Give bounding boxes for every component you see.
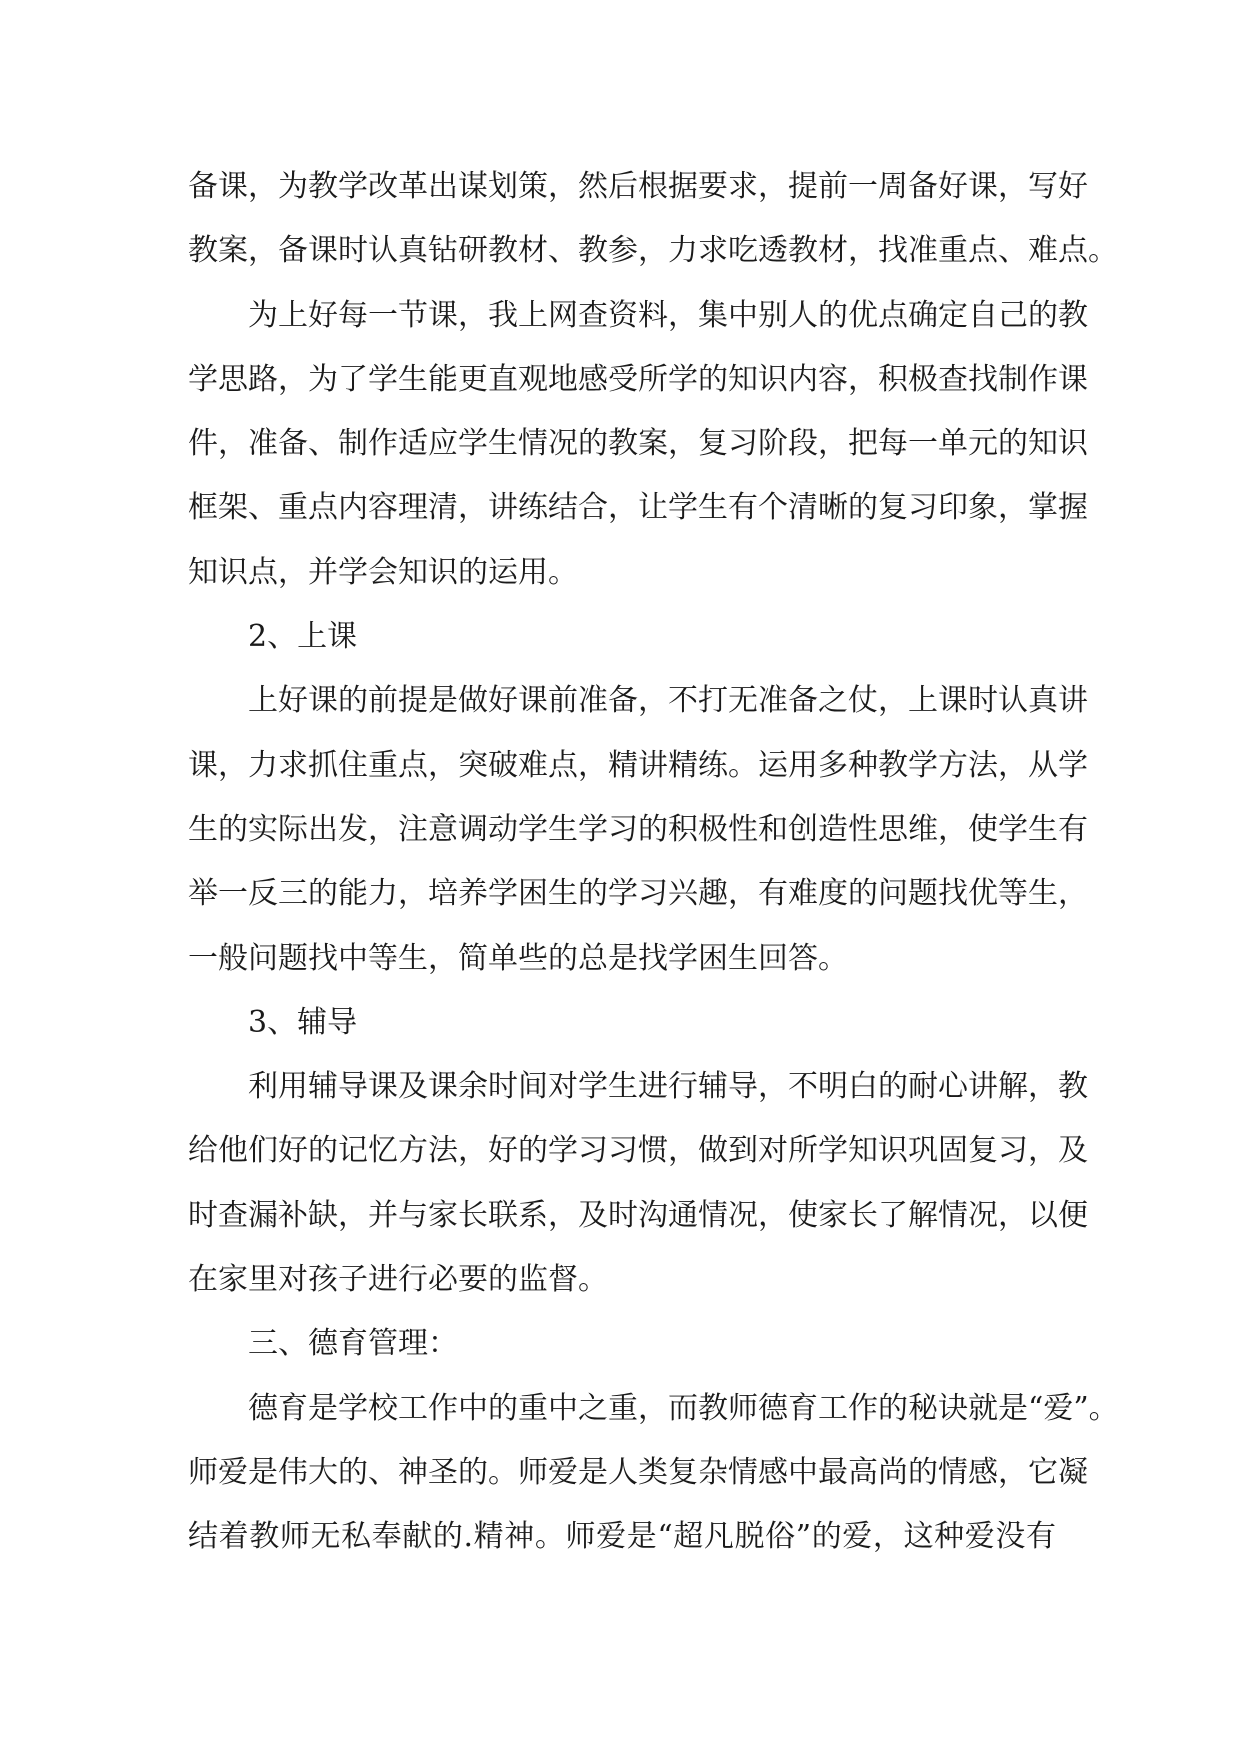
text-line: 举一反三的能力，培养学困生的学习兴趣，有难度的问题找优等生， <box>188 876 1088 912</box>
paragraph-end-line: 一般问题找中等生，简单些的总是找学困生回答。 <box>188 940 848 976</box>
paragraph-start-line: 利用辅导课及课余时间对学生进行辅导，不明白的耐心讲解，教 <box>248 1069 1088 1105</box>
text-line: 教案，备课时认真钻研教材、教参，力求吃透教材，找准重点、难点。 <box>188 233 1118 269</box>
paragraph-start-line: 上好课的前提是做好课前准备，不打无准备之仗，上课时认真讲 <box>248 683 1088 719</box>
section-heading: 2、上课 <box>248 619 358 655</box>
text-line: 备课，为教学改革出谋划策，然后根据要求，提前一周备好课，写好 <box>188 169 1088 204</box>
text-line: 给他们好的记忆方法，好的学习习惯，做到对所学知识巩固复习，及 <box>188 1133 1088 1169</box>
paragraph-end-line: 在家里对孩子进行必要的监督。 <box>188 1262 608 1298</box>
text-line: 结着教师无私奉献的.精神。师爱是“超凡脱俗”的爱，这种爱没有 <box>188 1519 1056 1555</box>
text-line: 生的实际出发，注意调动学生学习的积极性和创造性思维，使学生有 <box>188 811 1088 847</box>
text-line: 件，准备、制作适应学生情况的教案，复习阶段，把每一单元的知识 <box>188 426 1088 462</box>
text-line: 时查漏补缺，并与家长联系，及时沟通情况，使家长了解情况，以便 <box>188 1197 1088 1233</box>
text-line: 课，力求抓住重点，突破难点，精讲精练。运用多种教学方法，从学 <box>188 747 1088 783</box>
paragraph-end-line: 知识点，并学会知识的运用。 <box>188 554 578 590</box>
paragraph-start-line: 为上好每一节课，我上网查资料，集中别人的优点确定自己的教 <box>248 297 1088 333</box>
section-heading: 3、辅导 <box>248 1004 358 1040</box>
section-heading: 三、德育管理： <box>248 1326 458 1362</box>
text-line: 师爱是伟大的、神圣的。师爱是人类复杂情感中最高尚的情感，它凝 <box>188 1454 1088 1490</box>
document-body <box>188 155 1119 1570</box>
text-line: 框架、重点内容理清，讲练结合，让学生有个清晰的复习印象，掌握 <box>188 490 1088 526</box>
text-line: 学思路，为了学生能更直观地感受所学的知识内容，积极查找制作课 <box>188 361 1088 397</box>
paragraph-start-line: 德育是学校工作中的重中之重，而教师德育工作的秘诀就是“爱”。 <box>248 1390 1119 1426</box>
